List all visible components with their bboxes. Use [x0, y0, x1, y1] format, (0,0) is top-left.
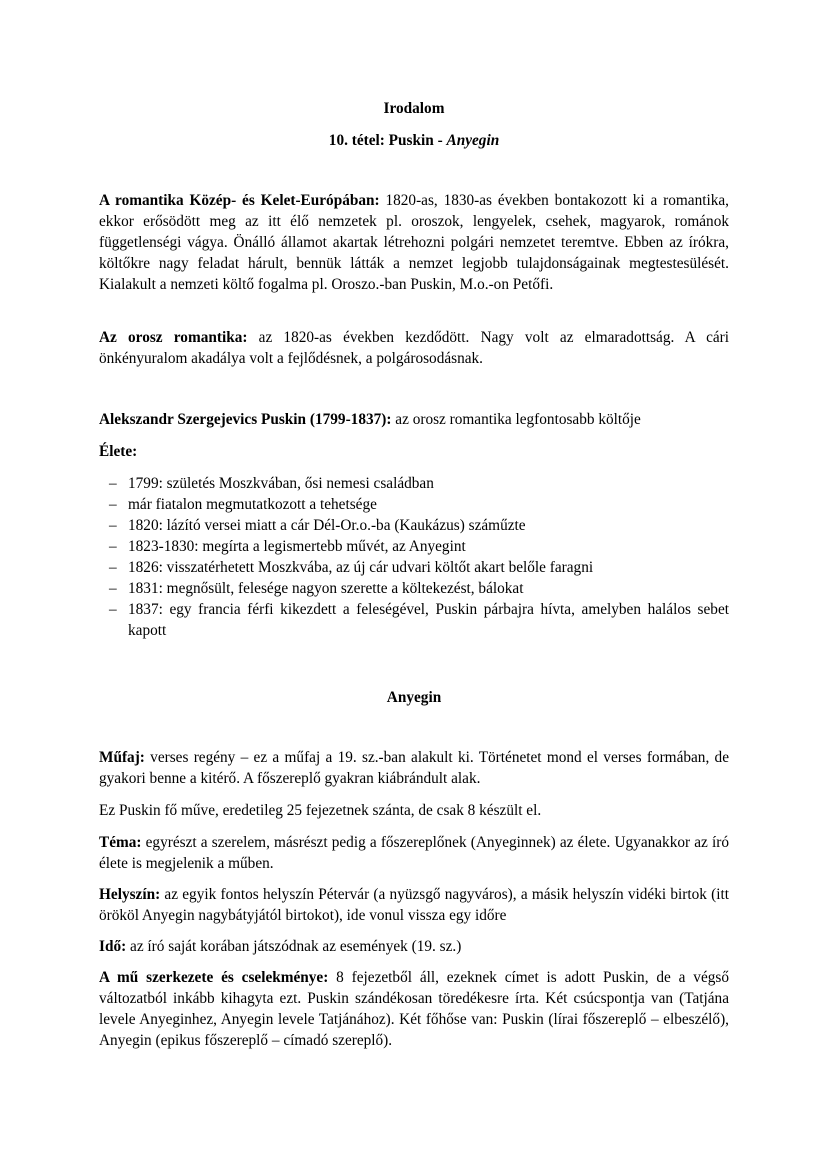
- list-item-text: 1837: egy francia férfi kikezdett a feleségével, Puskin párbajra hívta, amelyben halálos sebet kapott: [128, 601, 729, 639]
- life-heading: Élete:: [99, 443, 138, 460]
- anyegin-heading: Anyegin: [386, 689, 442, 706]
- anyegin-paragraph-ido: [99, 936, 729, 957]
- dash-bullet: –: [109, 496, 117, 513]
- list-item-text: 1799: születés Moszkvában, ősi nemesi családban: [128, 475, 434, 492]
- list-item: [99, 557, 729, 578]
- paragraph-label: Téma:: [99, 834, 142, 851]
- dash-bullet: –: [109, 580, 117, 597]
- dash-bullet: –: [109, 475, 117, 492]
- dash-bullet: –: [109, 538, 117, 555]
- dash-bullet: –: [109, 517, 117, 534]
- paragraph-text: az író saját korában játszódnak az események (19. sz.): [126, 938, 462, 955]
- anyegin-paragraph-tema: [99, 832, 729, 874]
- author-paragraph: [99, 409, 729, 430]
- list-item: [99, 494, 729, 515]
- list-item: [99, 578, 729, 599]
- paragraph-text: verses regény – ez a műfaj a 19. sz.-ban alakult ki. Történetet mond el verses formában, de gyakori benne a kitérő. A főszereplő gyakran kiábrándult alak.: [99, 749, 729, 787]
- paragraph-text: 1820-as, 1830-as években bontakozott ki a romantika, ekkor erősödött meg az itt élő nemzetek pl. oroszok, lengyelek, csehek, magyarok, románok függetlenségi vágya. Önálló államot akartak létrehozni polgári nemzetet teremtve. Ebben az írókra, költőkre nagy feladat hárult, bennük látták a nemzet legjobb tulajdonságainak megtestesülését. Kialakult a nemzeti költő fogalma pl. Oroszo.-ban Puskin, M.o.-on Petőfi.: [99, 192, 729, 293]
- intro-paragraph-orosz-romantika: [99, 327, 729, 369]
- list-item: [99, 536, 729, 557]
- list-item-text: 1826: visszatérhetett Moszkvába, az új cár udvari költőt akart belőle faragni: [128, 559, 594, 576]
- paragraph-text: az 1820-as években kezdődött. Nagy volt az elmaradottság. A cári önkényuralom akadálya volt a fejlődésnek, a polgárosodásnak.: [99, 329, 729, 367]
- topic-title: Anyegin: [446, 132, 500, 149]
- paragraph-text: az egyik fontos helyszín Pétervár (a nyüzsgő nagyváros), a másik helyszín vidéki birtok (itt örököl Anyegin nagybátyjától birtokot), ide vonul vissza egy időre: [99, 886, 729, 924]
- dash-bullet: –: [109, 601, 117, 618]
- author-text: az orosz romantika legfontosabb költője: [391, 411, 641, 428]
- paragraph-text: 8 fejezetből áll, ezeknek címet is adott Puskin, de a végső változatból inkább kihagyta ezt. Puskin szándékosan töredékesre írta. Két csúcspontja van (Tatjána levele Anyeginhez, Anyegin levele Tatjánához). Két főhőse van: Puskin (lírai főszereplő – elbeszélő), Anyegin (epikus főszereplő – címadó szereplő).: [99, 969, 729, 1049]
- list-item: [99, 473, 729, 494]
- list-item-text: 1823-1830: megírta a legismertebb művét, az Anyegint: [128, 538, 466, 555]
- paragraph-label: A romantika Közép- és Kelet-Európában:: [99, 192, 380, 209]
- topic-prefix: 10. tétel: Puskin -: [328, 132, 447, 149]
- list-item-text: már fiatalon megmutatkozott a tehetsége: [128, 496, 377, 513]
- list-item: [99, 515, 729, 536]
- anyegin-paragraph-szerkezet: [99, 967, 729, 1051]
- anyegin-paragraph-mufaj: [99, 747, 729, 789]
- list-item-text: 1831: megnősült, felesége nagyon szerette a költekezést, bálokat: [128, 580, 524, 597]
- anyegin-paragraph-fomu: [99, 800, 729, 821]
- list-item: [99, 599, 729, 641]
- paragraph-label: Idő:: [99, 938, 127, 955]
- paragraph-label: Helyszín:: [99, 886, 161, 903]
- topic-heading: [99, 130, 729, 151]
- paragraph-text: egyrészt a szerelem, másrészt pedig a főszereplőnek (Anyeginnek) az élete. Ugyanakkor az író élete is megjelenik a műben.: [99, 834, 729, 872]
- intro-paragraph-romantika: [99, 190, 729, 295]
- dash-bullet: –: [109, 559, 117, 576]
- paragraph-label: Műfaj:: [99, 749, 145, 766]
- paragraph-text: Ez Puskin fő műve, eredetileg 25 fejezetnek szánta, de csak 8 készült el.: [99, 802, 542, 819]
- author-label: Alekszandr Szergejevics Puskin (1799-1837):: [99, 411, 392, 428]
- list-item-text: 1820: lázító versei miatt a cár Dél-Or.o.-ba (Kaukázus) száműzte: [128, 517, 526, 534]
- life-list: [99, 473, 729, 641]
- subject-heading: Irodalom: [383, 100, 445, 117]
- paragraph-label: Az orosz romantika:: [99, 329, 248, 346]
- paragraph-label: A mű szerkezete és cselekménye:: [99, 969, 329, 986]
- anyegin-paragraph-helyszin: [99, 884, 729, 926]
